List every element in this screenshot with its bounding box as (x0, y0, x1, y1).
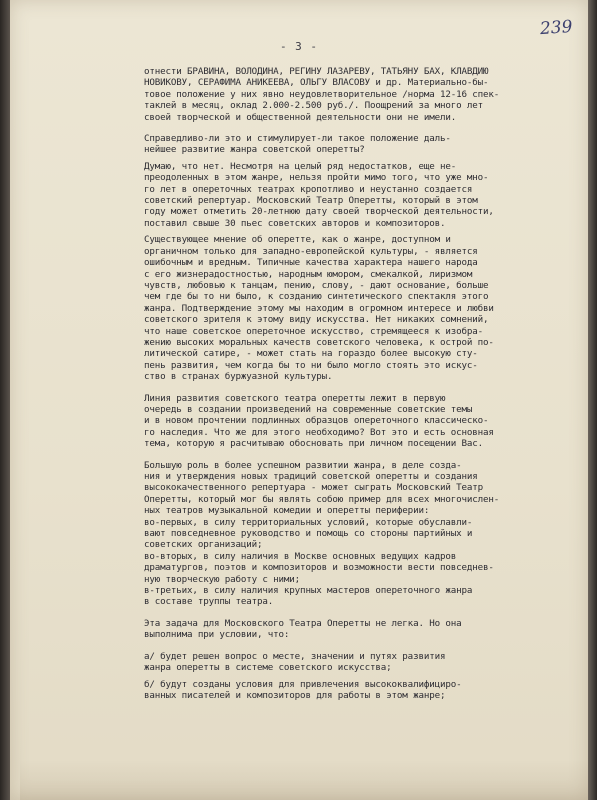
document-page (10, 0, 588, 800)
archive-folio-number: 239 (539, 16, 574, 40)
paragraph-1: отнести БРАВИНА, ВОЛОДИНА, РЕГИНУ ЛАЗАРЕВУ, ТАТЬЯНУ БАХ, КЛАВДИЮ НОВИКОВУ, СЕРАФИМА АНИКЕЕВА, ОЛЬГУ ВЛАСОВУ и др. Материально-бы- товое положение у них явно неудовлетворительное /норма 12-16 спек- таклей в месяц, оклад 2.000-2.500 руб./. Поощрений за много лет своей творческой и общественной деятельности они не имели. (144, 66, 500, 123)
paragraph-9: б/ будут созданы условия для привлечения высококвалифициро- ванных писателей и композиторов для работы в этом жанре; (144, 678, 462, 701)
page-right-edge (588, 0, 597, 800)
paragraph-2: Справедливо-ли это и стимулирует-ли такое положение даль- нейшее развитие жанра советской оперетты? (144, 133, 451, 156)
paragraph-3: Думаю, что нет. Несмотря на целый ряд недостатков, еще не- преодоленных в этом жанре, нельзя пройти мимо того, что уже мно- го лет в опереточных театрах кропотливо и неустанно создается советский репертуар. Московский Театр Оперетты, который в этом году может отметить 20-летнюю дату своей творческой деятельности, поставил свыше 30 пьес советских авторов и композиторов. (144, 160, 494, 229)
paragraph-6: Большую роль в более успешном развитии жанра, в деле созда- ния и утверждения новых традиций советской оперетты и создания высококачественного репертуара - может сыграть Московский Театр Оперетты, который мог бы являть собою пример для всех многочислен- ных театров музыкальной комедии и оперетты периферии: во-первых, в силу территориальных условий, которые обуславли- вают повседневное руководство и помощь со стороны партийных и советских организаций; во-вторых, в силу наличия в Москве основных ведущих кадров драматургов, поэтов и композиторов и возможности вести повседнев- ную творческую работу с ними; в-третьих, в силу наличия крупных мастеров опереточного жанра в составе труппы театра. (144, 459, 500, 608)
paragraph-8: а/ будет решен вопрос о месте, значении и путях развития жанра оперетты в системе советского искусства; (144, 650, 446, 674)
paragraph-4: Существующее мнение об оперетте, как о жанре, доступном и органичном только для западно-европейской культуры, - является ошибочным и вредным. Типичные качества характера нашего народа с его жизнерадостностью, народным юмором, смекалкой, лиризмом чувств, любовью к танцам, пению, слову, - дают основание, больше чем где бы то ни было, к созданию синтетического спектакля этого жанра. Подтверждение этому мы находим в огромном интересе и любви советского зрителя к этому виду искусства. Нет никаких сомнений, что наше советское опереточное искусство, стремящееся к изобра- жению высоких моральных качеств советского человека, к острой по- литической сатире, - может стать на гораздо более высокую сту- пень развития, чем когда бы то ни было могло стоять это искус- ство в странах буржуазной культуры. (144, 234, 494, 383)
page-binding-edge (0, 0, 10, 800)
paper-stain (20, 760, 597, 800)
page-number: - 3 - (279, 40, 319, 53)
paragraph-5: Линия развития советского театра оперетты лежит в первую очередь в создании произведений на современные советские темы и в новом прочтении подлинных образцов опереточного классическо- го наследия. Что же для этого необходимо? Вот это и есть основная тема, которую я расчитываю обосновать при личном посещении Вас. (144, 392, 494, 450)
paragraph-7: Эта задача для Московского Театра Оперетты не легка. Но она выполнима при условии, что: (144, 617, 462, 641)
document-body (144, 66, 576, 701)
